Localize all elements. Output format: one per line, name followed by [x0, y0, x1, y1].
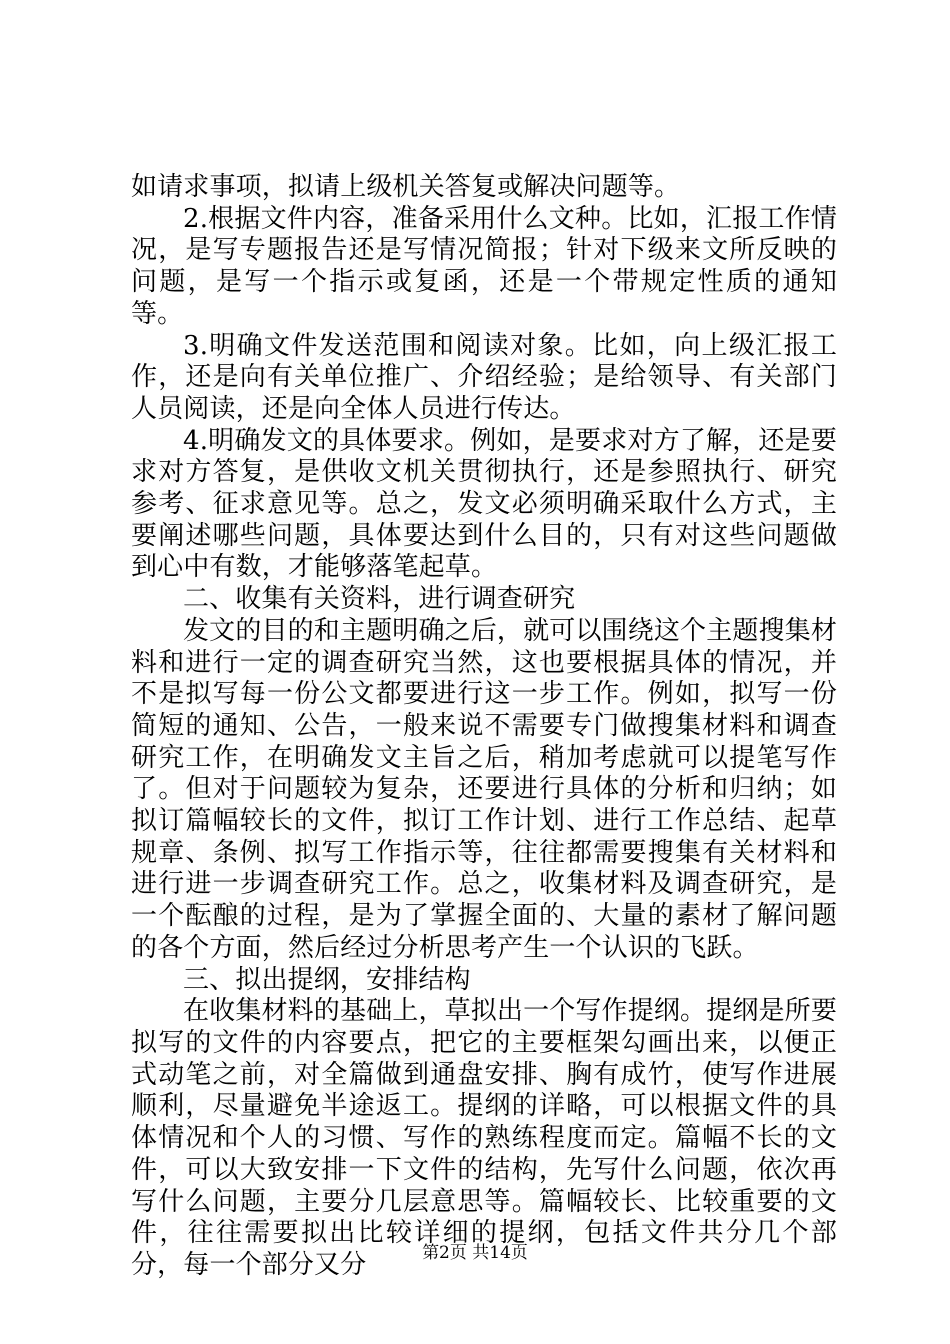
page-footer: 第2页 共14页	[422, 1243, 528, 1263]
section-heading-3: 三、拟出提纲，安排结构	[183, 964, 471, 995]
paragraph-3: 3.明确文件发送范围和阅读对象。比如，向上级汇报工作，还是向有关单位推广、介绍经验；是给领导、有关部门人员阅读，还是向全体人员进行传达。	[131, 330, 837, 424]
paragraph-4: 4.明确发文的具体要求。例如，是要求对方了解，还是要求对方答复，是供收文机关贯彻执行，还是参照执行、研究参考、征求意见等。总之，发文必须明确采取什么方式，主要阐述哪些问题，具体要达到什么目的，只有对这些问题做到心中有数，才能够落笔起草。	[131, 425, 837, 583]
paragraph-1: 如请求事项，拟请上级机关答复或解决问题等。	[131, 172, 681, 202]
section-heading-2: 二、收集有关资料，进行调查研究	[183, 584, 576, 615]
document-body	[131, 172, 837, 1282]
paragraph-5: 发文的目的和主题明确之后，就可以围绕这个主题搜集材料和进行一定的调查研究当然，这也要根据具体的情况，并不是拟写每一份公文都要进行这一步工作。例如，拟写一份简短的通知、公告，一般来说不需要专门做搜集材料和调查研究工作，在明确发文主旨之后，稍加考虑就可以提笔写作了。但对于问题较为复杂，还要进行具体的分析和归纳；如拟订篇幅较长的文件，拟订工作计划、进行工作总结、起草规章、条例、拟写工作指示等，往往都需要搜集有关材料和进行进一步调查研究工作。总之，收集材料及调查研究，是一个酝酿的过程，是为了掌握全面的、大量的素材了解问题的各个方面，然后经过分析思考产生一个认识的飞跃。	[131, 615, 837, 963]
paragraph-6: 在收集材料的基础上，草拟出一个写作提纲。提纲是所要拟写的文件的内容要点，把它的主要框架勾画出来，以便正式动笔之前，对全篇做到通盘安排、胸有成竹，使写作进展顺利，尽量避免半途返工。提纲的详略，可以根据文件的具体情况和个人的习惯、写作的熟练程度而定。篇幅不长的文件，可以大致安排一下文件的结构，先写什么问题，依次再写什么问题，主要分几层意思等。篇幅较长、比较重要的文件，往往需要拟出比较详细的提纲，包括文件共分几个部分，每一个部分又分	[131, 996, 837, 1280]
paragraph-2: 2.根据文件内容，准备采用什么文种。比如，汇报工作情况，是写专题报告还是写情况简报；针对下级来文所反映的问题，是写一个指示或复函，还是一个带规定性质的通知等。	[131, 203, 837, 329]
